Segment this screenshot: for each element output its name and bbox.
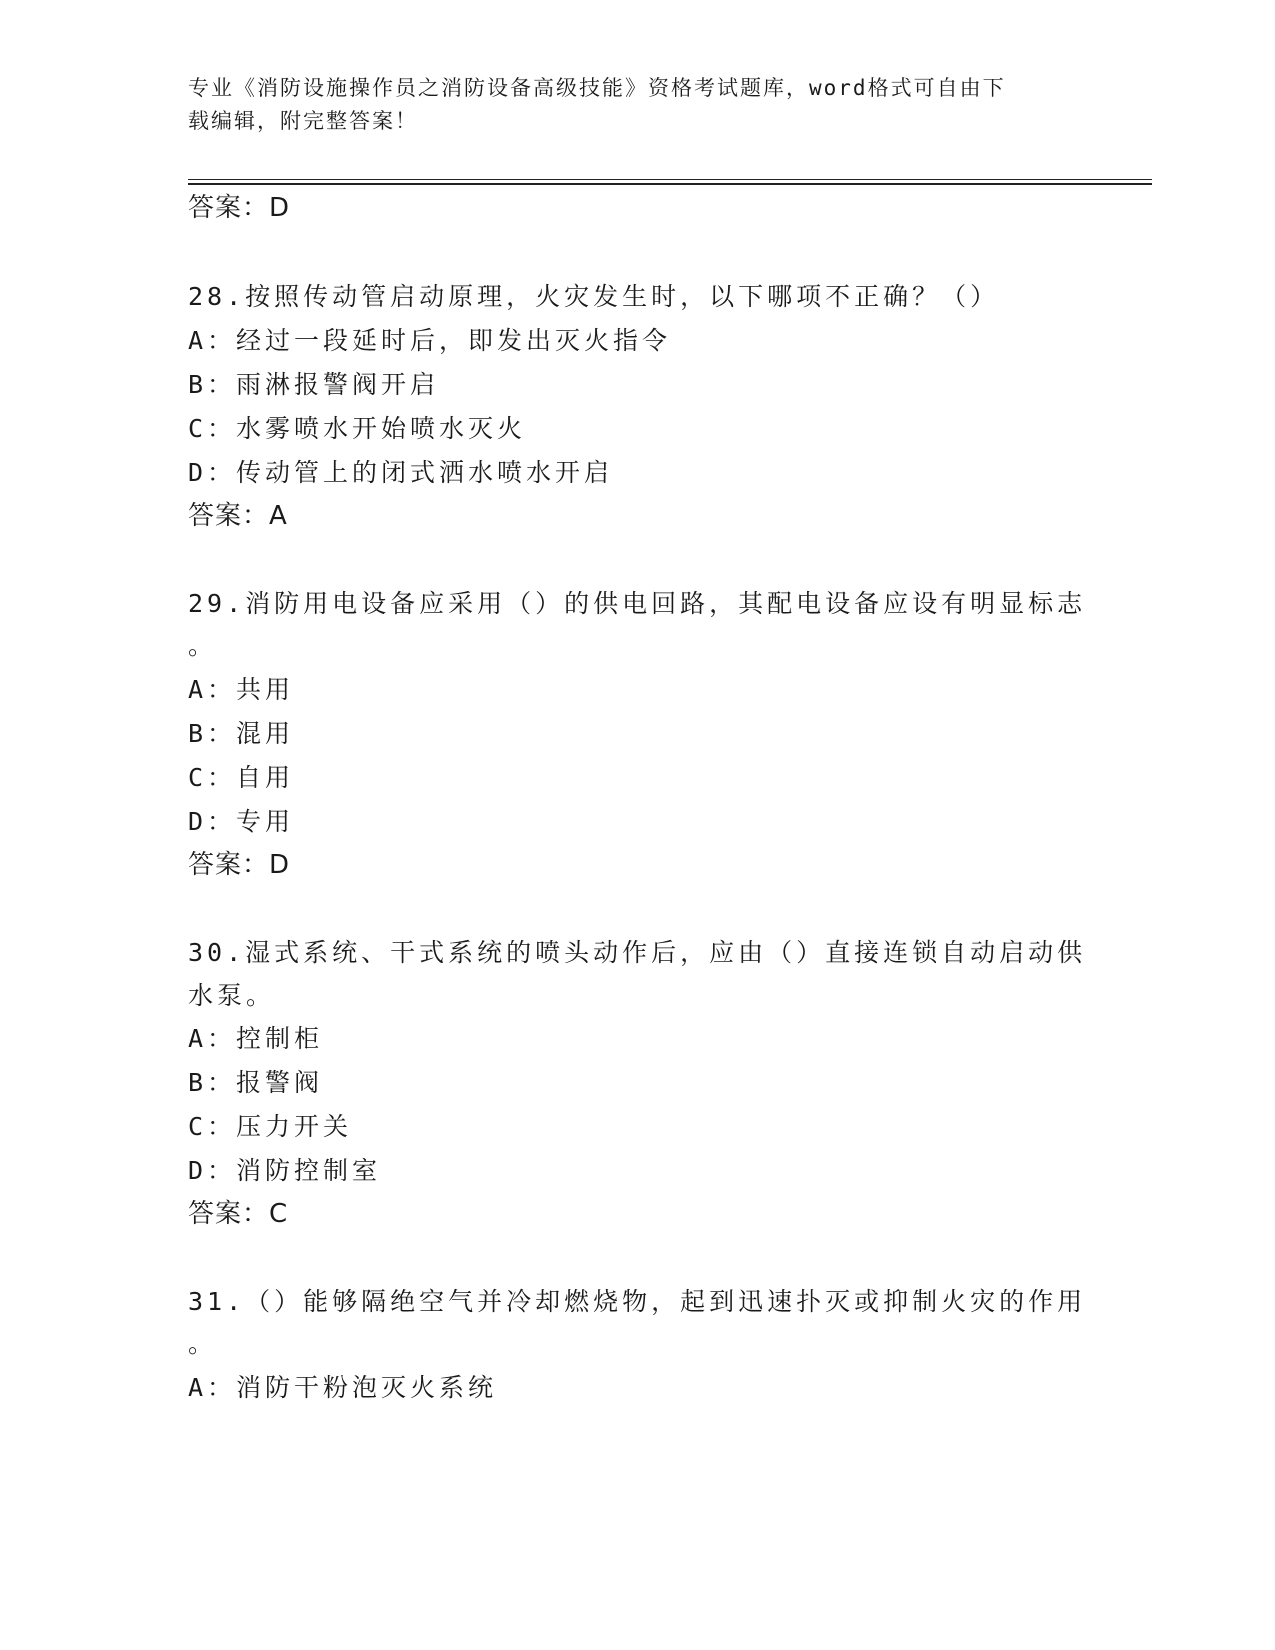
- question-28-option-c: C：水雾喷水开始喷水灭火: [188, 414, 527, 443]
- question-30-option-c: C：压力开关: [188, 1112, 353, 1141]
- question-28-answer: 答案：A: [188, 501, 288, 531]
- question-28-text: 28.按照传动管启动原理，火灾发生时，以下哪项不正确？（）: [188, 282, 1000, 311]
- header-line-2: 载编辑，附完整答案！: [188, 109, 418, 133]
- question-29-option-c: C：自用: [188, 763, 295, 792]
- question-30-option-b: B：报警阀: [188, 1068, 324, 1097]
- question-29-option-b: B：混用: [188, 719, 295, 748]
- question-29-answer: 答案：D: [188, 850, 291, 880]
- question-29-option-a: A：共用: [188, 675, 295, 704]
- question-29-text-line-2: 。: [188, 631, 218, 660]
- question-31-option-a: A：消防干粉泡灭火系统: [188, 1373, 498, 1402]
- question-28-option-b: B：雨淋报警阀开启: [188, 370, 440, 399]
- document-header: [188, 72, 1078, 138]
- header-divider-thin: [188, 179, 1152, 180]
- question-30-option-a: A：控制柜: [188, 1024, 324, 1053]
- header-line-1: 专业《消防设施操作员之消防设备高级技能》资格考试题库，word格式可自由下: [188, 76, 1006, 100]
- header-divider-thick: [188, 183, 1152, 185]
- question-29-text-line-1: 29.消防用电设备应采用（）的供电回路，其配电设备应设有明显标志: [188, 589, 1087, 618]
- question-31-text-line-2: 。: [188, 1329, 218, 1358]
- question-28-option-a: A：经过一段延时后，即发出灭火指令: [188, 326, 672, 355]
- question-30-option-d: D：消防控制室: [188, 1156, 382, 1185]
- question-30-answer: 答案：C: [188, 1199, 289, 1229]
- question-28-option-d: D：传动管上的闭式洒水喷水开启: [188, 458, 614, 487]
- previous-answer: 答案：D: [188, 193, 291, 223]
- question-30-text-line-2: 水泵。: [188, 981, 276, 1010]
- question-30-text-line-1: 30.湿式系统、干式系统的喷头动作后，应由（）直接连锁自动启动供: [188, 938, 1087, 967]
- question-29-option-d: D：专用: [188, 807, 295, 836]
- question-31-text-line-1: 31.（）能够隔绝空气并冷却燃烧物，起到迅速扑灭或抑制火灾的作用: [188, 1287, 1087, 1316]
